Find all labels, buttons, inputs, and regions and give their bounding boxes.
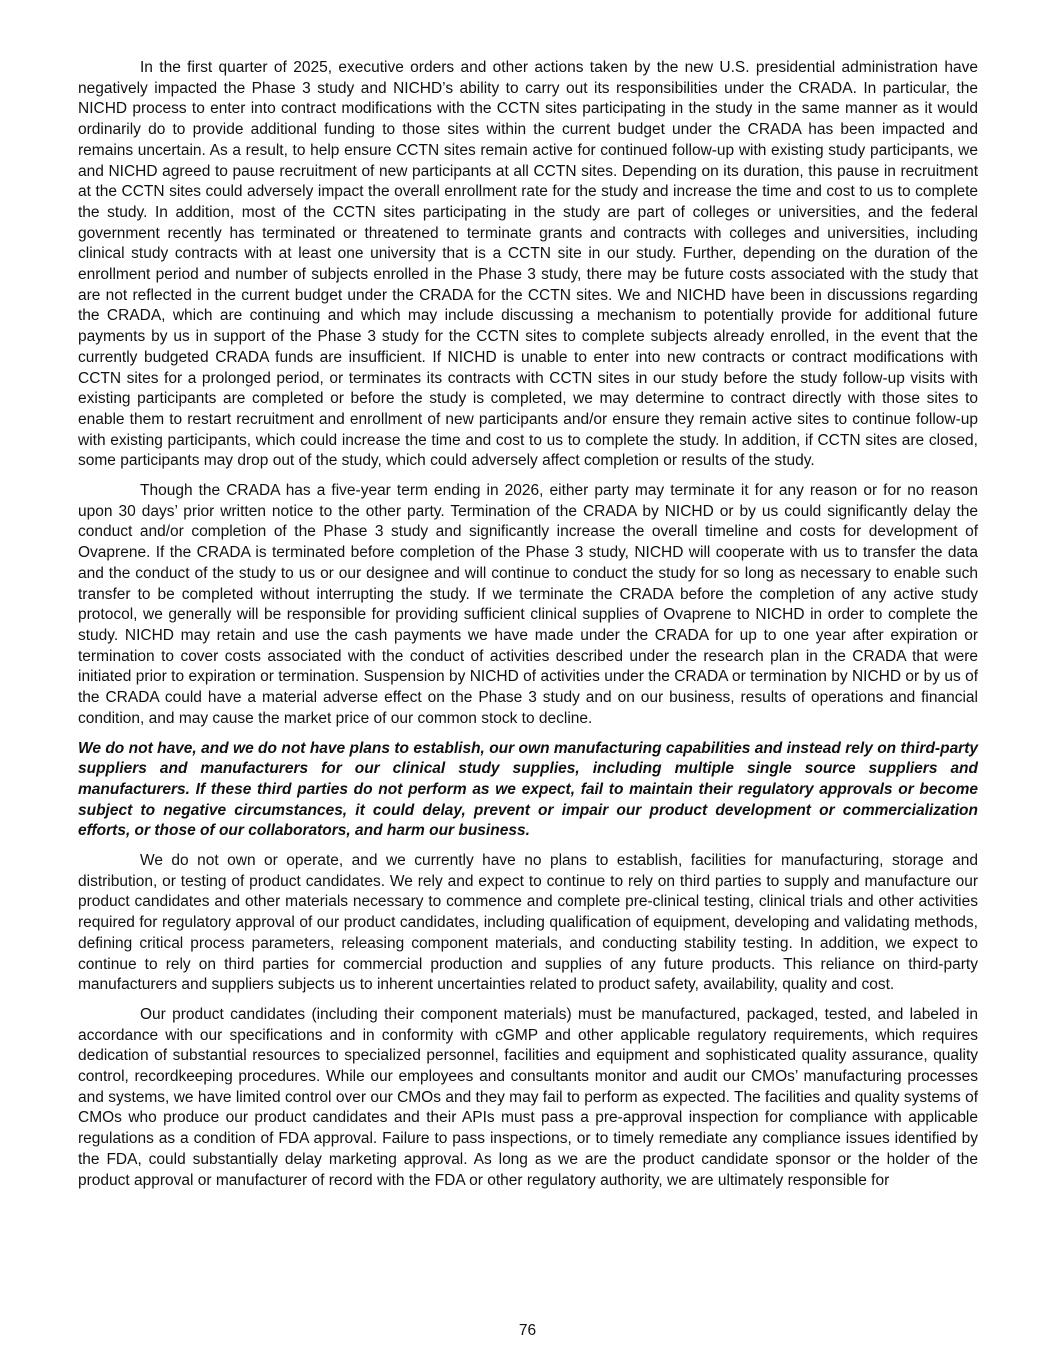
document-body [78, 58, 978, 1200]
paragraph-crada-term: Though the CRADA has a five-year term ending in 2026, either party may terminate it for any reason or for no reason upon 30 days’ prior written notice to the other party. Termination of the CRADA by NICHD or by us could significantly delay the conduct and/or completion of the Phase 3 study and significantly increase the overall timeline and costs for development of Ovaprene. If the CRADA is terminated before completion of the Phase 3 study, NICHD will cooperate with us to transfer the data and the conduct of the study to us or our designee and will continue to conduct the study for so long as necessary to enable such transfer to be completed without interrupting the study. If we terminate the CRADA before the completion of any active study protocol, we generally will be responsible for providing sufficient clinical supplies of Ovaprene to NICHD in order to complete the study. NICHD may retain and use the cash payments we have made under the CRADA for up to one year after expiration or termination to cover costs associated with the conduct of activities described under the research plan in the CRADA that were initiated prior to expiration or termination. Suspension by NICHD of activities under the CRADA or termination by NICHD or by us of the CRADA could have a material adverse effect on the Phase 3 study and on our business, results of operations and financial condition, and may cause the market price of our common stock to decline. [78, 482, 978, 727]
page-number: 76 [518, 1322, 537, 1339]
paragraph-executive-orders: In the first quarter of 2025, executive orders and other actions taken by the new U.S. presidential administration have negatively impacted the Phase 3 study and NICHD’s ability to carry out its responsibilities under the CRADA. In particular, the NICHD process to enter into contract modifications with the CCTN sites participating in the study in the same manner as it would ordinarily do to provide additional funding to those sites within the current budget under the CRADA has been impacted and remains uncertain. As a result, to help ensure CCTN sites remain active for continued follow-up with existing study participants, we and NICHD agreed to pause recruitment of new participants at all CCTN sites. Depending on its duration, this pause in recruitment at the CCTN sites could adversely impact the overall enrollment rate for the study and increase the time and cost to us to complete the study. In addition, most of the CCTN sites participating in the study are part of colleges or universities, and the federal government recently has terminated or threatened to terminate grants and contracts with colleges and universities, including clinical study contracts with at least one university that is a CCTN site in our study. Further, depending on the duration of the enrollment period and number of subjects enrolled in the Phase 3 study, there may be future costs associated with the study that are not reflected in the current budget under the CRADA for the CCTN sites. We and NICHD have been in discussions regarding the CRADA, which are continuing and which may include discussing a mechanism to potentially provide for additional future payments by us in support of the Phase 3 study for the CCTN sites to complete subjects already enrolled, in the event that the currently budgeted CRADA funds are insufficient. If NICHD is unable to enter into new contracts or contract modifications with CCTN sites for a prolonged period, or terminates its contracts with CCTN sites in our study before the study follow-up visits with existing participants are completed or before the study is completed, we may determine to contract directly with those sites to enable them to restart recruitment and enrollment of new participants and/or ensure they remain active sites to continue follow-up with existing participants, which could increase the time and cost to us to complete the study. In addition, if CCTN sites are closed, some participants may drop out of the study, which could adversely affect completion or results of the study. [78, 59, 978, 470]
paragraph-cgmp-requirements: Our product candidates (including their component materials) must be manufactured, packaged, tested, and labeled in accordance with our specifications and in conformity with cGMP and other applicable regulatory requirements, which requires dedication of substantial resources to specialized personnel, facilities and equipment and sophisticated quality assurance, quality control, recordkeeping procedures. While our employees and consultants monitor and audit our CMOs’ manufacturing processes and systems, we have limited control over our CMOs and they may fail to perform as expected. The facilities and quality systems of CMOs who produce our product candidates and their APIs must pass a pre-approval inspection for compliance with applicable regulations as a condition of FDA approval. Failure to pass inspections, or to timely remediate any compliance issues identified by the FDA, could substantially delay marketing approval. As long as we are the product candidate sponsor or the holder of the product approval or manufacturer of record with the FDA or other regulatory authority, we are ultimately responsible for [78, 1005, 978, 1189]
paragraph-third-party-reliance: We do not own or operate, and we currently have no plans to establish, facilities for manufacturing, storage and distribution, or testing of product candidates. We rely and expect to continue to rely on third parties to supply and manufacture our product candidates and other materials necessary to commence and complete pre-clinical testing, clinical trials and other activities required for regulatory approval of our product candidates, including qualification of equipment, developing and validating methods, defining critical process parameters, releasing component materials, and conducting stability testing. In addition, we expect to continue to rely on third parties for commercial production and supplies of any future products. This reliance on third-party manufacturers and suppliers subjects us to inherent uncertainties related to product safety, availability, quality and cost. [78, 852, 978, 994]
risk-factor-heading: We do not have, and we do not have plans to establish, our own manufacturing capabilities and instead rely on third-party suppliers and manufacturers for our clinical study supplies, including multiple single source suppliers and manufacturers. If these third parties do not perform as we expect, fail to maintain their regulatory approvals or become subject to negative circumstances, it could delay, prevent or impair our product development or commercialization efforts, or those of our collaborators, and harm our business. [78, 739, 978, 840]
